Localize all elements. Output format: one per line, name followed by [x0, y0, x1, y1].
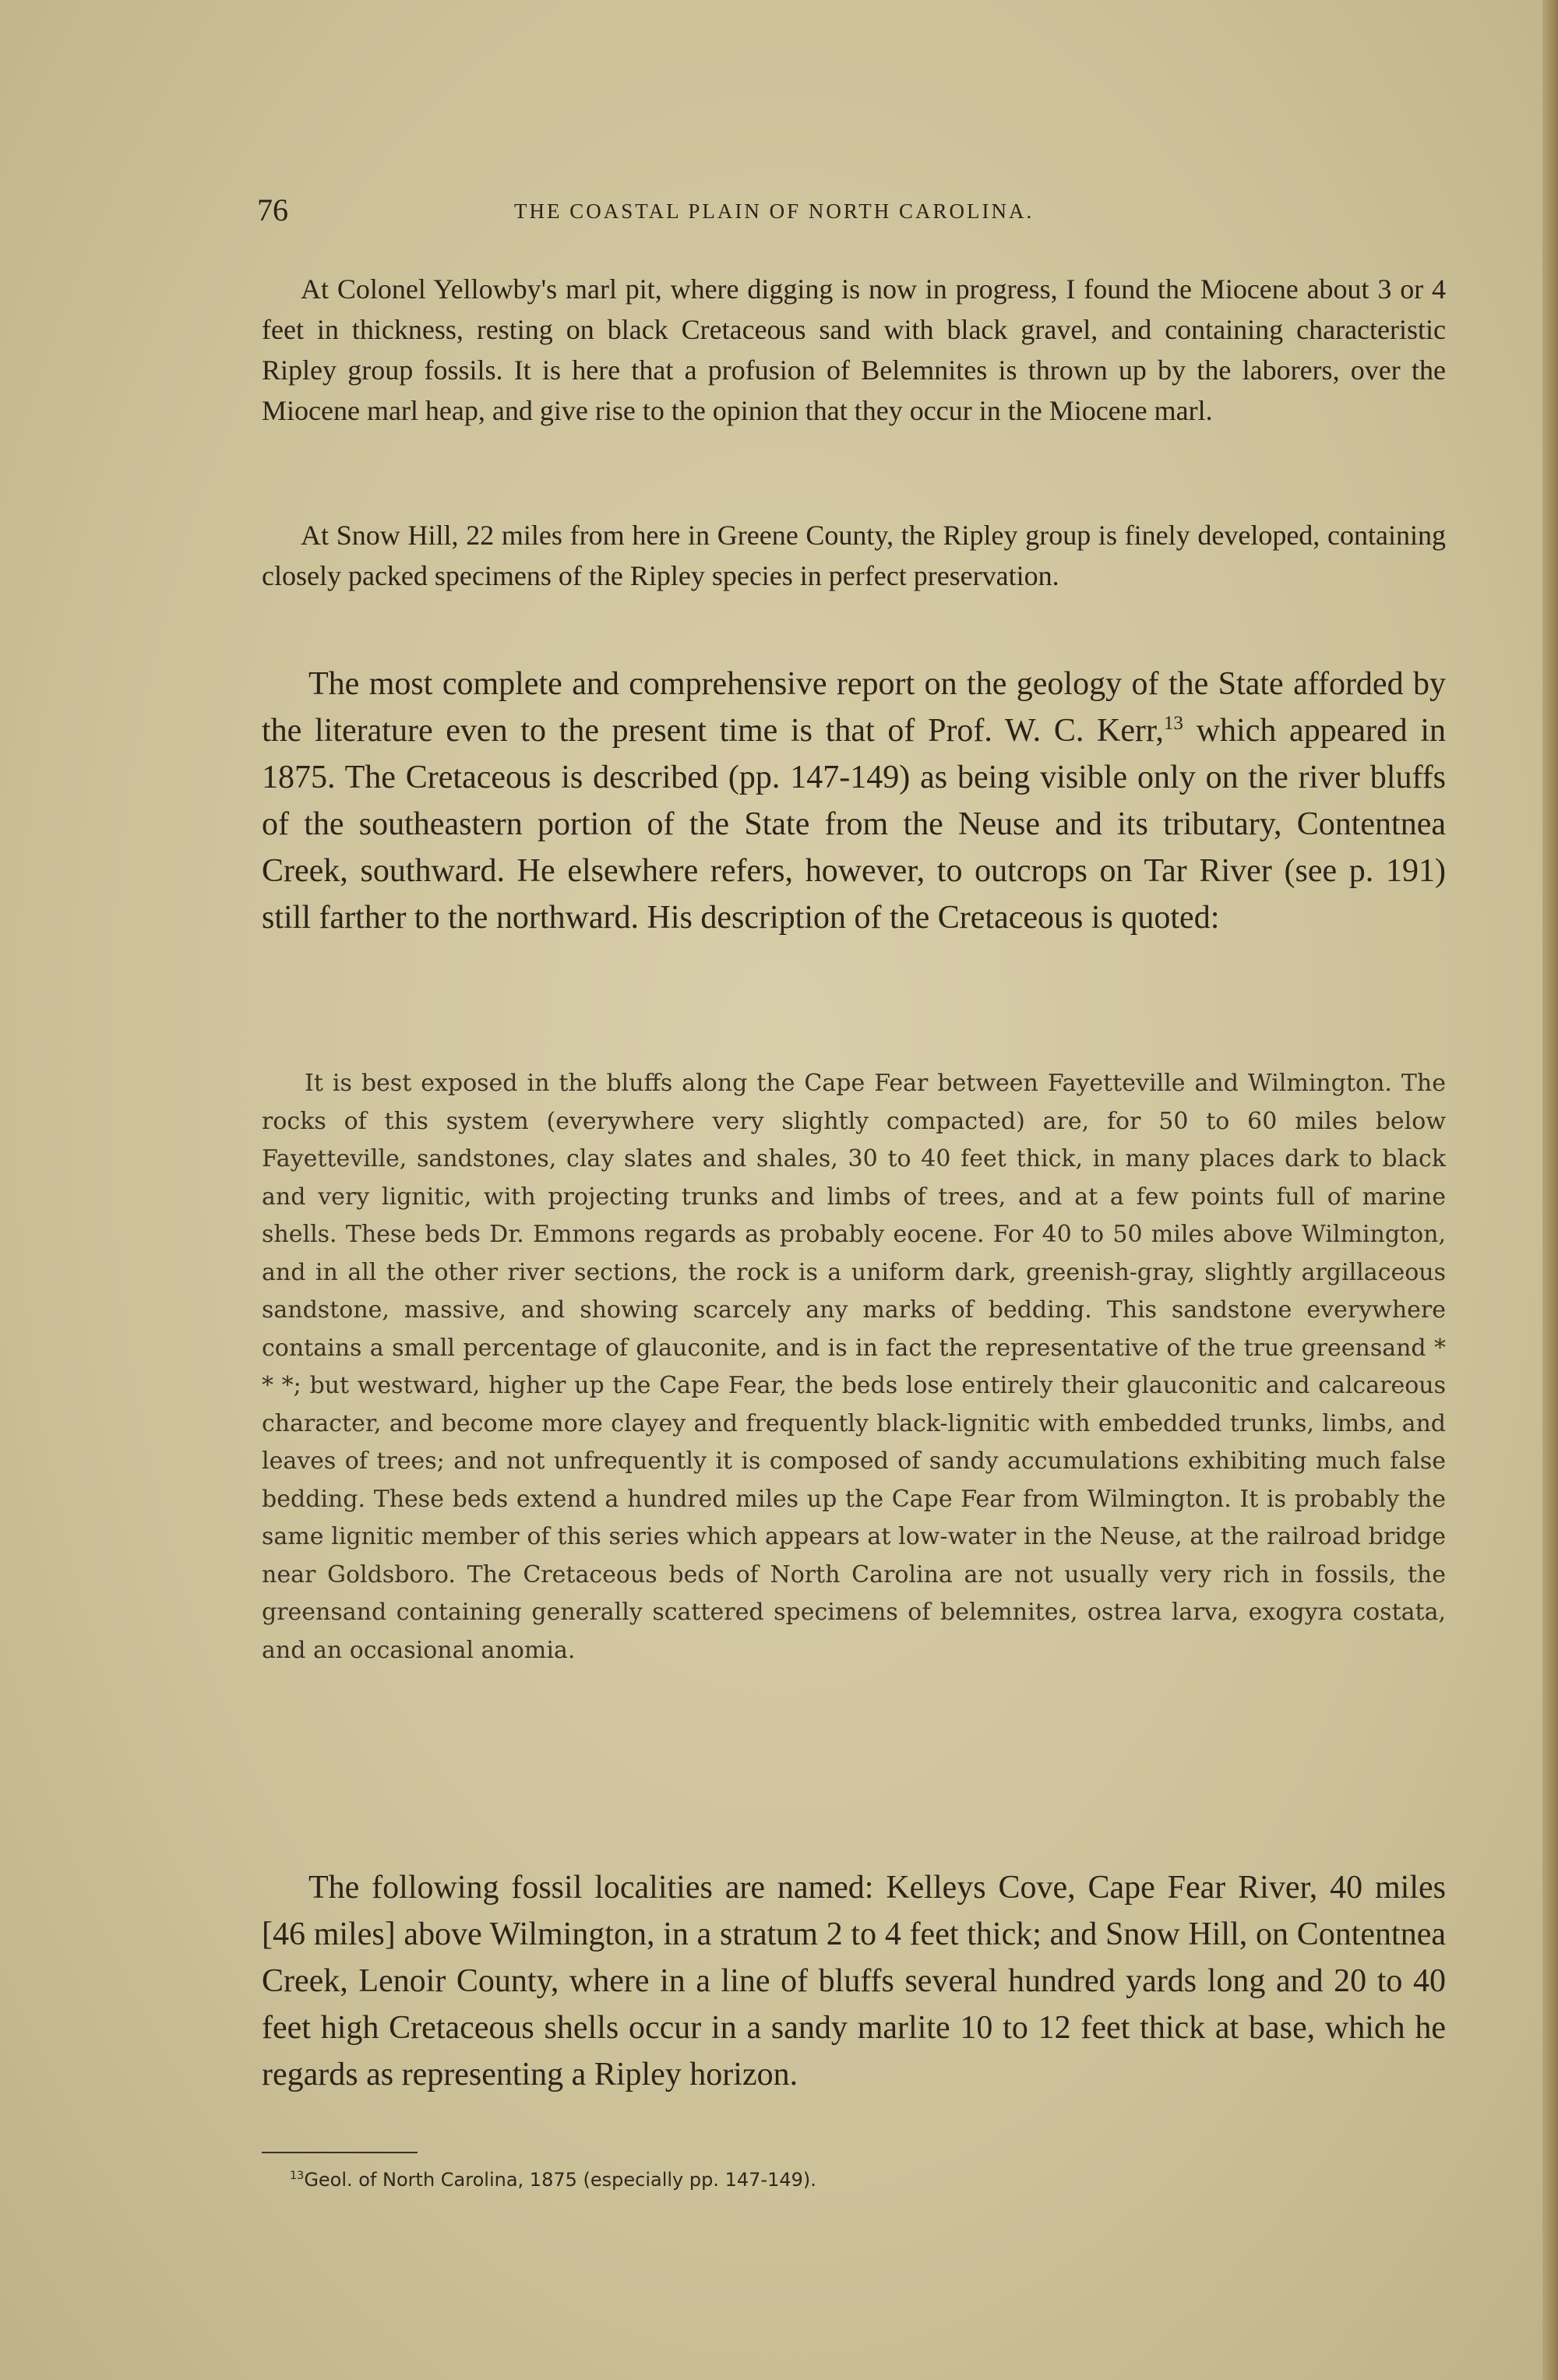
kerr-report-text-start: The most complete and comprehensive report on the geology of the State afforded by the literature even to the present time is that of Prof. W. C. Kerr,	[262, 666, 1446, 749]
running-title: THE COASTAL PLAIN OF NORTH CAROLINA.	[514, 199, 1035, 223]
footnote-marker: 13	[290, 2170, 305, 2182]
page-spine-edge	[1542, 0, 1558, 2380]
paragraph-yellowby-marl-pit: At Colonel Yellowby's marl pit, where digging is now in progress, I found the Miocene about 3 or 4 feet in thickness, resting on black Cretaceous sand with black gravel, and containing characteristic Ripley group fossils. It is here that a profusion of Belemnites is thrown up by the laborers, over the Miocene marl heap, and give rise to the opinion that they occur in the Miocene marl.	[262, 273, 1446, 426]
paragraph-fossil-localities: The following fossil localities are named: Kelleys Cove, Cape Fear River, 40 miles [46 miles] above Wilmington, in a stratum 2 to 4 feet thick; and Snow Hill, on Contentnea Creek, Lenoir County, where in a line of bluffs several hundred yards long and 20 to 40 feet high Cretaceous shells occur in a sandy marlite 10 to 12 feet thick at base, which he regards as representing a Ripley horizon.	[262, 1870, 1446, 2093]
paragraph-kerr-report	[262, 661, 1446, 941]
page-number: 76	[257, 192, 288, 227]
kerr-report-text-end: which appeared in 1875. The Cretaceous is described (pp. 147-149) as being visible only on the river bluffs of the southeastern portion of the State from the Neuse and its tributary, Contentnea Creek, southward. He elsewhere refers, however, to outcrops on Tar River (see p. 191) still farther to the northward. His description of the Cretaceous is quoted:	[262, 713, 1446, 936]
footnote-divider	[262, 2152, 418, 2153]
page-header	[257, 192, 1449, 238]
footnote	[290, 2169, 816, 2191]
kerr-quotation: It is best exposed in the bluffs along the Cape Fear between Fayetteville and Wilmington. The rocks of this system (everywhere very slightly compacted) are, for 50 to 60 miles below Fayetteville, sandstones, clay slates and shales, 30 to 40 feet thick, in many places dark to black and very lignitic, with projecting trunks and limbs of trees, and at a few points full of marine shells. These beds Dr. Emmons regards as probably eocene. For 40 to 50 miles above Wilmington, and in all the other river sections, the rock is a uniform dark, greenish-gray, slightly argillaceous sandstone, massive, and showing scarcely any marks of bedding. This sandstone everywhere contains a small percentage of glauconite, and is in fact the representative of the true greensand * * *; but westward, higher up the Cape Fear, the beds lose entirely their glauconitic and calcareous character, and become more clayey and frequently black-lignitic with embedded trunks, limbs, and leaves of trees; and not unfrequently it is composed of sandy accumulations exhibiting much false bedding. These beds extend a hundred miles up the Cape Fear from Wilmington. It is probably the same lignitic member of this series which appears at low-water in the Neuse, at the railroad bridge near Goldsboro. The Cretaceous beds of North Carolina are not usually very rich in fossils, the greensand containing generally scattered specimens of belemnites, ostrea larva, exogyra costata, and an occasional anomia.	[262, 1070, 1446, 1664]
footnote-text: Geol. of North Carolina, 1875 (especially pp. 147-149).	[304, 2169, 816, 2191]
footnote-reference: 13	[1163, 713, 1184, 734]
paragraph-snow-hill: At Snow Hill, 22 miles from here in Greene County, the Ripley group is finely developed, containing closely packed specimens of the Ripley species in perfect preservation.	[262, 520, 1446, 591]
